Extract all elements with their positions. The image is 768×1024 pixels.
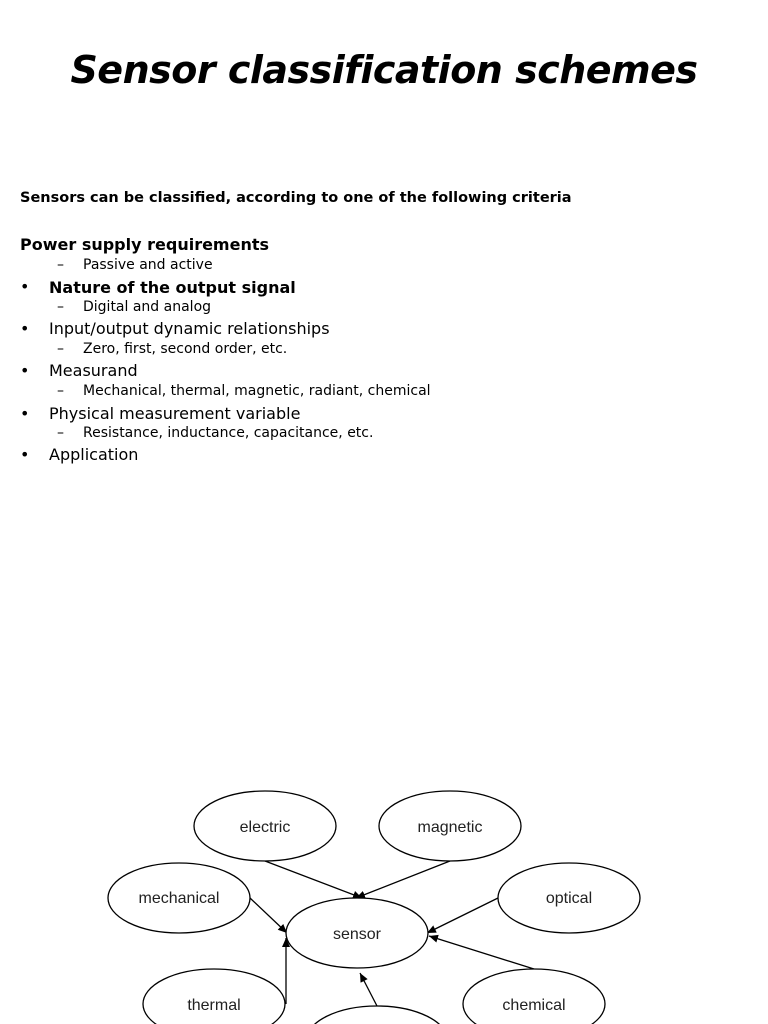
criterion-measurand: Measurand [49, 361, 138, 380]
criterion-measurand-sub: Mechanical, thermal, magnetic, radiant, chemical [83, 383, 431, 399]
sub-dash: – [57, 341, 64, 357]
node-chemical-label: chemical [502, 997, 566, 1014]
sub-dash: – [57, 299, 64, 315]
sub-dash: – [57, 383, 64, 399]
bullet-icon: • [20, 319, 30, 338]
bullet-icon: • [20, 361, 30, 380]
node-sensor-label: sensor [332, 926, 382, 943]
arrow-optical [427, 898, 498, 933]
sub-dash: – [57, 257, 64, 273]
node-bottom [306, 1006, 448, 1024]
node-mechanical-label: mechanical [138, 890, 220, 907]
criterion-application: Application [49, 445, 139, 464]
criterion-dynamic-relationships-sub: Zero, first, second order, etc. [83, 341, 288, 357]
criterion-power-supply-sub: Passive and active [83, 257, 213, 273]
bullet-icon: • [20, 445, 30, 464]
criterion-dynamic-relationships: Input/output dynamic relationships [49, 319, 330, 338]
sub-dash: – [57, 425, 64, 441]
arrow-chemical [429, 936, 534, 969]
bullet-icon: • [20, 277, 30, 296]
node-magnetic-label: magnetic [417, 819, 483, 836]
sensor-classification-diagram [0, 770, 768, 1024]
criterion-physical-variable: Physical measurement variable [49, 404, 301, 423]
node-electric-label: electric [239, 819, 291, 836]
criterion-output-signal: Nature of the output signal [49, 278, 296, 297]
intro-text: Sensors can be classified, according to one of the following criteria [20, 190, 572, 206]
node-thermal-label: thermal [187, 997, 241, 1014]
arrow-electric [265, 861, 362, 898]
bullet-icon: • [20, 404, 30, 423]
arrow-bottom [360, 973, 377, 1006]
page-title: Sensor classification schemes [70, 48, 698, 92]
node-optical-label: optical [545, 890, 593, 907]
criterion-physical-variable-sub: Resistance, inductance, capacitance, etc. [83, 425, 374, 441]
criterion-power-supply: Power supply requirements [20, 235, 270, 254]
arrow-mechanical [250, 898, 287, 933]
criterion-output-signal-sub: Digital and analog [83, 299, 212, 315]
arrow-magnetic [356, 861, 450, 898]
